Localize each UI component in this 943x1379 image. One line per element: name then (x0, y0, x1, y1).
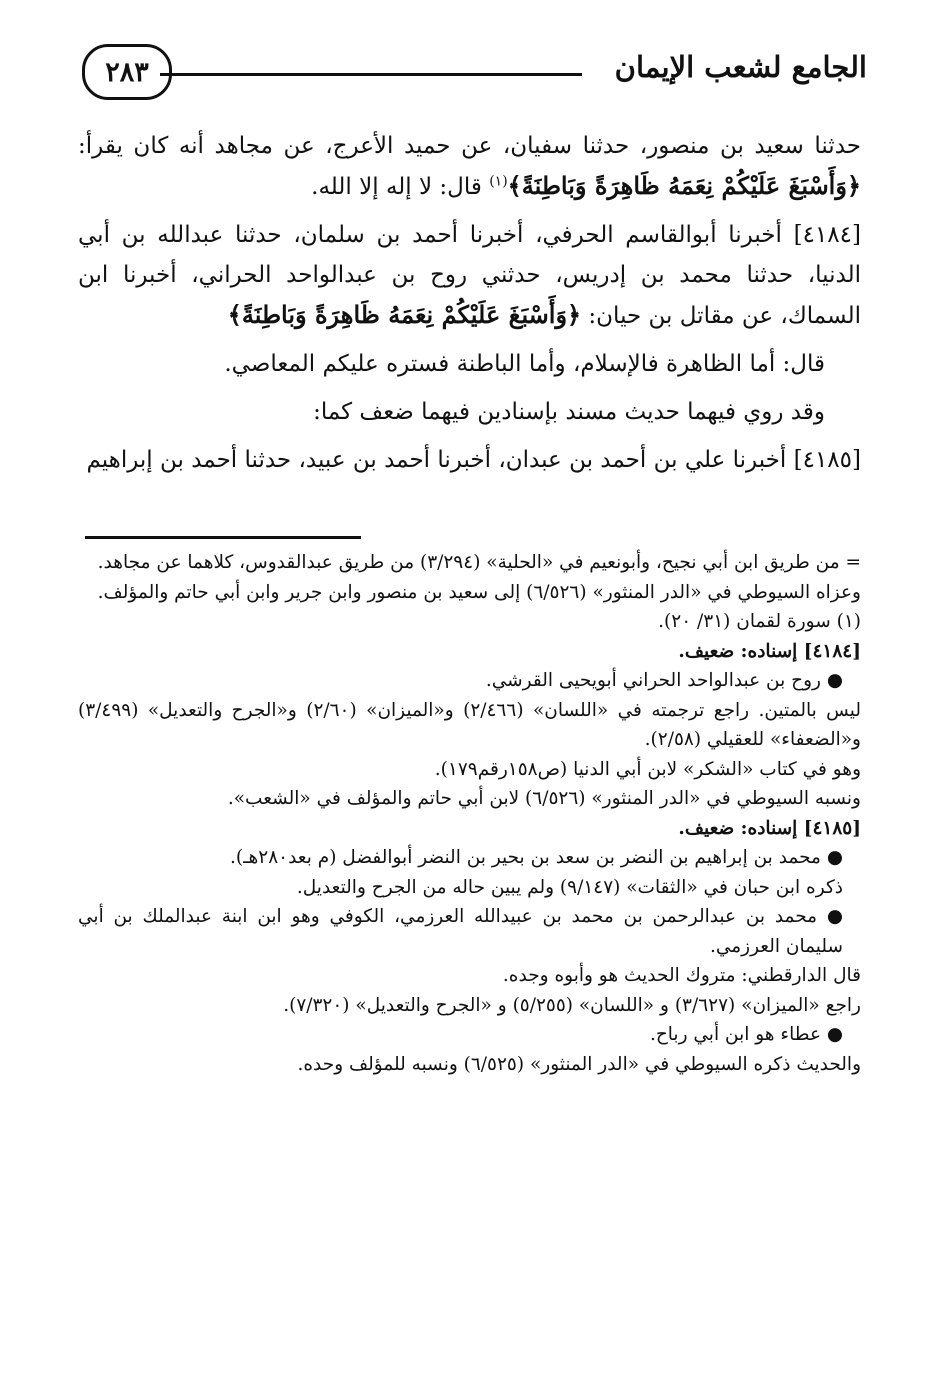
paragraph-4: وقد روي فيهما حديث مسند بإسنادين فيهما ضعف كما: (313, 399, 825, 425)
footnote-ref: (١) (489, 173, 508, 190)
footnote-line: راجع «الميزان» (٣/٦٢٧) و «اللسان» (٥/٢٥٥) و «الجرح والتعديل» (٧/٣٢٠). (283, 994, 861, 1016)
quran-verse: ﴿وَأَسْبَغَ عَلَيْكُمْ نِعَمَهُ ظَاهِرَةً وَبَاطِنَةً﴾ (227, 300, 582, 329)
hadith-4185 (78, 440, 861, 480)
quran-verse: ﴿وَأَسْبَغَ عَلَيْكُمْ نِعَمَهُ ظَاهِرَةً وَبَاطِنَةً﴾ (507, 171, 861, 200)
page-number: ٢٨٣ (82, 44, 172, 100)
paragraph-1-line1: حدثنا سعيد بن منصور، حدثنا سفيان، عن حميد الأعرج، عن مجاهد أنه كان يقرأ: (78, 133, 861, 159)
paragraph-3: قال: أما الظاهرة فالإسلام، وأما الباطنة فستره عليكم المعاصي. (224, 351, 825, 377)
hadith-text: أخبرنا أبوالقاسم الحرفي، أخبرنا أحمد بن سلمان، حدثنا عبدالله بن أبي الدنيا، حدثنا محمد بن إدريس، حدثني روح بن عبدالواحد الحراني، أخبرنا ابن السماك، عن مقاتل بن حيان: (78, 222, 861, 329)
footnote-line: قال الدارقطني: متروك الحديث هو وأبوه وجده. (502, 965, 861, 986)
footnote-heading: [٤١٨٤] إسناده: ضعيف. (678, 640, 861, 662)
hadith-4184 (78, 215, 861, 336)
page-header (82, 44, 867, 106)
footnote-heading: [٤١٨٥] إسناده: ضعيف. (678, 817, 861, 839)
footnote-line: (١) سورة لقمان (٣١/ ٢٠). (658, 611, 861, 632)
header-rule (160, 73, 582, 76)
footnote-divider (85, 536, 361, 539)
footnote-bullet: ● محمد بن إبراهيم بن النضر بن سعد بن بحير بن النضر أبوالفضل (م بعد٢٨٠هـ). (230, 847, 843, 868)
footnote-line: ليس بالمتين. راجع ترجمته في «اللسان» (٢/٤٦٦) و«الميزان» (٢/٦٠) و«الجرح والتعديل» (٣/٤٩٩) و«الضعفاء» للعقيلي (٢/٥٨). (78, 699, 861, 750)
hadith-number: [٤١٨٤] (793, 222, 861, 248)
hadith-number: [٤١٨٥] (793, 447, 861, 473)
paragraph-1-tail: قال: لا إله إلا الله. (311, 174, 482, 200)
footnote-bullet: ● محمد بن عبدالرحمن بن محمد بن عبيدالله العرزمي، الكوفي وهو ابن ابنة عبدالملك بن أبي سليمان العرزمي. (78, 906, 843, 957)
running-title: الجامع لشعب الإيمان (614, 50, 867, 84)
footnote-line: وعزاه السيوطي في «الدر المنثور» (٦/٥٢٦) إلى سعيد بن منصور وابن جرير وابن أبي حاتم والمؤلف. (97, 581, 861, 603)
footnote-line: ذكره ابن حبان في «الثقات» (٩/١٤٧) ولم يبين حاله من الجرح والتعديل. (296, 876, 843, 898)
footnote-line: ونسبه السيوطي في «الدر المنثور» (٦/٥٢٦) لابن أبي حاتم والمؤلف في «الشعب». (227, 788, 861, 809)
footnote-bullet: ● روح بن عبدالواحد الحراني أبويحيى القرشي. (485, 670, 843, 691)
footnote-line: والحديث ذكره السيوطي في «الدر المنثور» (٦/٥٢٥) ونسبه للمؤلف وحده. (297, 1053, 861, 1075)
hadith-text: أخبرنا علي بن أحمد بن عبدان، أخبرنا أحمد بن عبيد، حدثنا أحمد بن إبراهيم (86, 447, 787, 473)
footnotes (78, 548, 861, 1079)
footnote-line: وهو في كتاب «الشكر» لابن أبي الدنيا (ص١٥٨رقم١٧٩). (434, 758, 861, 780)
main-text (78, 126, 861, 480)
paragraph-1 (78, 126, 861, 207)
footnote-bullet: ● عطاء هو ابن أبي رباح. (649, 1024, 843, 1045)
footnote-line: = من طريق ابن أبي نجيح، وأبونعيم في «الحلية» (٣/٢٩٤) من طريق عبدالقدوس، كلاهما عن مجاهد. (97, 552, 861, 573)
